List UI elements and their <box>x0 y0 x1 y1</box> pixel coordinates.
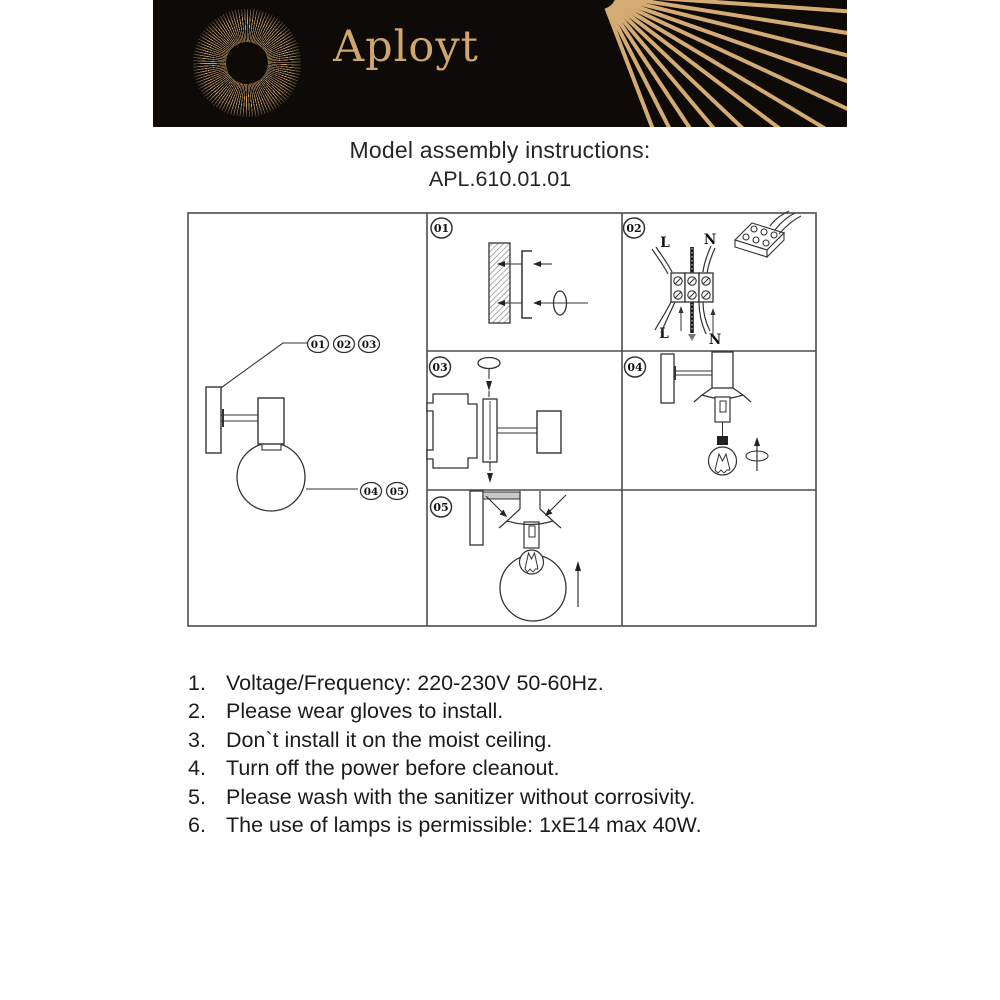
step-02-badge: 02 <box>626 222 642 235</box>
sunburst-core <box>226 42 268 84</box>
step-03-badge: 03 <box>432 361 448 374</box>
instruction-item <box>188 726 868 754</box>
callout-04: 04 <box>363 486 379 498</box>
instruction-number: 4. <box>188 756 206 781</box>
header-banner <box>153 0 847 127</box>
wall-plate-profile <box>427 394 477 468</box>
instruction-number: 2. <box>188 699 206 724</box>
overview-globe <box>237 443 305 511</box>
model-number: APL.610.01.01 <box>428 167 572 191</box>
instruction-text: Please wash with the sanitizer without corrosivity. <box>226 784 696 809</box>
instructions-list <box>188 669 868 839</box>
label-neutral-bottom: N <box>708 332 722 348</box>
callout-05: 05 <box>389 486 405 498</box>
instruction-item <box>188 754 868 782</box>
label-line-top: L <box>660 235 670 251</box>
callout-03: 03 <box>361 339 377 351</box>
brand-logo-text: Aployt <box>333 22 479 72</box>
bulb-base <box>717 436 728 445</box>
lamp-body <box>537 411 561 453</box>
callout-02: 02 <box>336 339 352 351</box>
title-block <box>0 137 1000 192</box>
instruction-item <box>188 783 868 811</box>
step-01-badge: 01 <box>433 222 450 235</box>
instruction-item <box>188 697 868 725</box>
step-04-badge: 04 <box>627 361 643 374</box>
instruction-number: 1. <box>188 671 206 695</box>
label-neutral-top: N <box>703 232 717 248</box>
step-05-badge: 05 <box>433 501 449 514</box>
instruction-item <box>188 811 868 839</box>
instruction-item <box>188 669 868 697</box>
instruction-text: Please wear gloves to install. <box>226 699 504 724</box>
terminal-blocks <box>671 273 713 302</box>
callout-01: 01 <box>310 339 326 351</box>
instruction-number: 5. <box>188 784 206 809</box>
label-line-bottom: L <box>659 326 669 342</box>
overview-callouts-top <box>308 336 380 353</box>
instruction-text: Don`t install it on the moist ceiling. <box>226 727 553 752</box>
wall-section <box>489 243 510 323</box>
overview-body <box>258 398 284 444</box>
instruction-text: Turn off the power before cleanout. <box>226 756 560 781</box>
instruction-number: 3. <box>188 727 206 752</box>
instruction-text: Voltage/Frequency: 220-230V 50-60Hz. <box>226 671 604 695</box>
instruction-text: The use of lamps is permissible: 1xE14 max 40W. <box>226 813 702 838</box>
assembly-diagram <box>185 210 820 630</box>
instruction-number: 6. <box>188 813 206 838</box>
page-title: Model assembly instructions: <box>349 137 651 163</box>
